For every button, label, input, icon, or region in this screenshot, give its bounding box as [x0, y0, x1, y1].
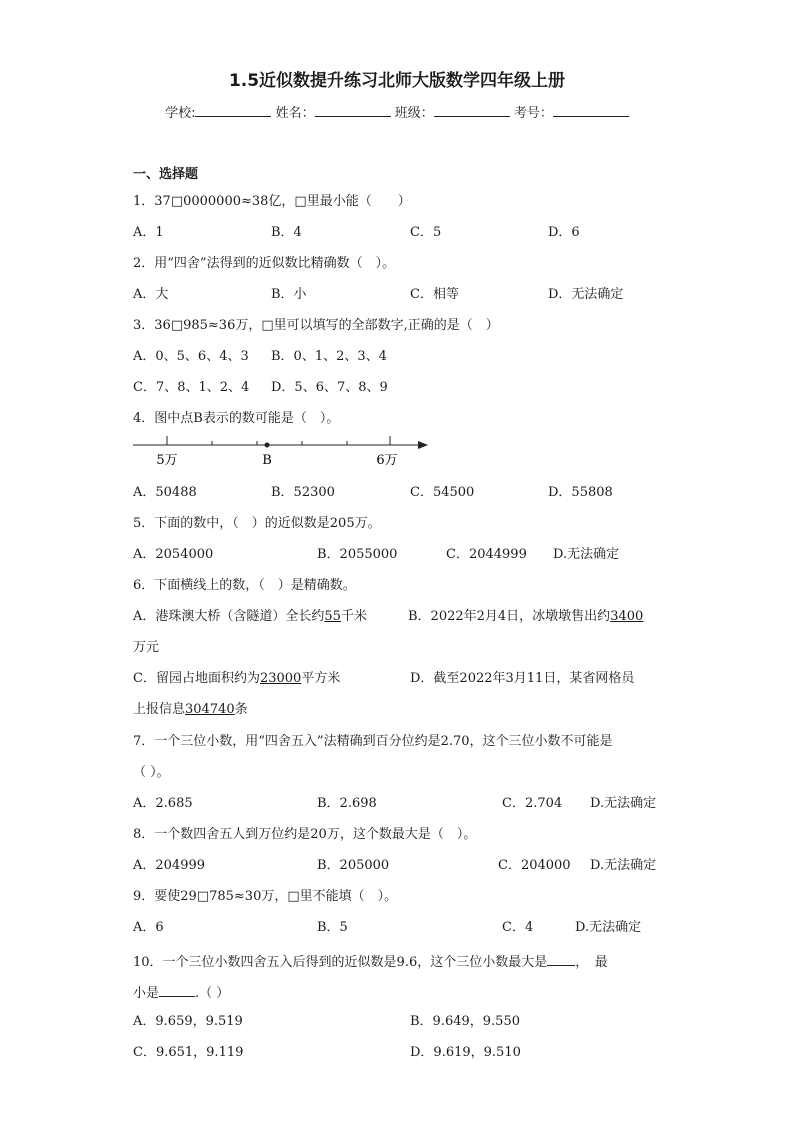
exam-no-blank[interactable] [553, 102, 629, 117]
q10-stem2-text: 小是 [133, 986, 160, 1001]
number-line-point-label: B [262, 453, 272, 468]
question-6-stem: 6．下面横线上的数，（ ）是精确数。 [133, 578, 356, 593]
q6-a-suffix: 千米 [340, 609, 367, 624]
q6-a-number: 55 [324, 609, 341, 624]
q5-option-d[interactable]: D.无法确定 [553, 547, 620, 562]
number-line-arrow [418, 441, 428, 449]
class-label: 班级： [394, 106, 434, 121]
q10-option-b[interactable]: B．9.649，9.550 [410, 1014, 520, 1029]
number-line [128, 432, 438, 472]
q3-option-c[interactable]: C．7、8、1、2、4 [133, 380, 250, 395]
question-7-stem: 7．一个三位小数，用“四舍五入”法精确到百分位约是2.70，这个三位小数不可能是 [133, 734, 613, 749]
name-blank[interactable] [315, 102, 391, 117]
page-title: 1.5近似数提升练习北师大版数学四年级上册 [228, 71, 566, 91]
q7-option-d[interactable]: D.无法确定 [590, 796, 657, 811]
q9-option-d[interactable]: D.无法确定 [575, 920, 642, 935]
q6-d-suffix: 条 [234, 702, 248, 717]
q6-option-d[interactable]: D．截至2022年3月11日，某省网格员 [410, 671, 635, 686]
q2-option-d[interactable]: D．无法确定 [548, 287, 624, 302]
q3-option-a[interactable]: A．0、5、6、4、3 [133, 349, 249, 364]
q5-option-c[interactable]: C．2044999 [446, 547, 527, 562]
q2-option-a[interactable]: A．大 [133, 287, 169, 302]
q4-option-a[interactable]: A．50488 [133, 485, 197, 500]
name-label: 姓名： [275, 106, 315, 121]
q5-option-a[interactable]: A．2054000 [133, 547, 214, 562]
section-title: 一、选择题 [133, 167, 199, 182]
q4-option-b[interactable]: B．52300 [271, 485, 335, 500]
question-3-stem: 3．36□985≈36万，□里可以填写的全部数字,正确的是（ ） [133, 318, 499, 333]
q2-option-b[interactable]: B．小 [271, 287, 307, 302]
q10-stem2-end: .（ ） [195, 986, 230, 1001]
q1-option-c[interactable]: C．5 [410, 225, 442, 240]
q10-blank-min[interactable] [159, 982, 195, 997]
q4-option-c[interactable]: C．54500 [410, 485, 475, 500]
q6-c-number: 23000 [259, 671, 302, 686]
question-10-stem-cont [133, 982, 229, 1003]
q6-d-cont: 上报信息 [133, 702, 186, 717]
student-info-row [0, 102, 794, 123]
school-label: 学校: [165, 106, 196, 121]
q7-option-b[interactable]: B．2.698 [317, 796, 377, 811]
q8-option-d[interactable]: D.无法确定 [590, 858, 657, 873]
q1-option-a[interactable]: A．1 [133, 225, 164, 240]
q6-b-continuation: 万元 [133, 640, 160, 655]
q3-option-d[interactable]: D．5、6、7、8、9 [271, 380, 388, 395]
q6-b-prefix: B．2022年2月4日，冰墩墩售出约 [408, 609, 611, 624]
q9-option-c[interactable]: C．4 [502, 920, 534, 935]
q6-b-number: 3400 [610, 609, 644, 624]
question-7-stem-cont: （ ）。 [133, 765, 170, 780]
point-b-dot [265, 443, 270, 448]
q6-c-prefix: C．留园占地面积约为 [133, 671, 260, 686]
q6-d-continuation [133, 701, 248, 719]
number-line-left-label: 5万 [156, 453, 178, 468]
q9-option-a[interactable]: A．6 [133, 920, 164, 935]
q10-option-d[interactable]: D．9.619，9.510 [410, 1045, 521, 1060]
number-line-right-label: 6万 [376, 453, 398, 468]
q8-option-c[interactable]: C．204000 [498, 858, 571, 873]
question-4-stem: 4．图中点B表示的数可能是（ ）。 [133, 411, 340, 426]
q4-option-d[interactable]: D．55808 [548, 485, 613, 500]
q6-c-suffix: 平方米 [301, 671, 341, 686]
q6-option-b[interactable] [408, 608, 643, 626]
q3-option-b[interactable]: B．0、1、2、3、4 [271, 349, 387, 364]
exam-no-label: 考号： [513, 106, 553, 121]
q10-stem-text: 10．一个三位小数四舍五入后得到的近似数是9.6，这个三位小数最大是 [133, 955, 548, 970]
q1-option-b[interactable]: B．4 [271, 225, 302, 240]
q5-option-b[interactable]: B．2055000 [317, 547, 398, 562]
q6-option-c[interactable] [133, 670, 340, 688]
question-2-stem: 2．用“四舍”法得到的近似数比精确数（ ）。 [133, 256, 396, 271]
q10-option-c[interactable]: C．9.651，9.119 [133, 1045, 244, 1060]
school-blank[interactable] [195, 102, 271, 117]
q1-option-d[interactable]: D．6 [548, 225, 580, 240]
q8-option-b[interactable]: B．205000 [317, 858, 390, 873]
q6-d-number: 304740 [185, 702, 235, 717]
q10-blank-max[interactable] [547, 951, 575, 966]
q6-option-a[interactable] [133, 608, 367, 626]
class-blank[interactable] [434, 102, 510, 117]
question-8-stem: 8．一个数四舍五人到万位约是20万，这个数最大是（ ）。 [133, 827, 477, 842]
question-1-stem: 1．37□0000000≈38亿，□里最小能（ ） [133, 194, 411, 209]
q7-option-a[interactable]: A．2.685 [133, 796, 193, 811]
q7-option-c[interactable]: C．2.704 [502, 796, 563, 811]
question-9-stem: 9．要使29□785≈30万，□里不能填（ ）。 [133, 889, 398, 904]
q9-option-b[interactable]: B．5 [317, 920, 348, 935]
q2-option-c[interactable]: C．相等 [410, 287, 459, 302]
question-5-stem: 5．下面的数中，（ ）的近似数是205万。 [133, 516, 381, 531]
q6-a-prefix: A．港珠澳大桥（含隧道）全长约 [133, 609, 325, 624]
q8-option-a[interactable]: A．204999 [133, 858, 206, 873]
question-10-stem [133, 951, 608, 972]
q10-stem-mid: ， 最 [575, 955, 608, 970]
q10-option-a[interactable]: A．9.659，9.519 [133, 1014, 243, 1029]
